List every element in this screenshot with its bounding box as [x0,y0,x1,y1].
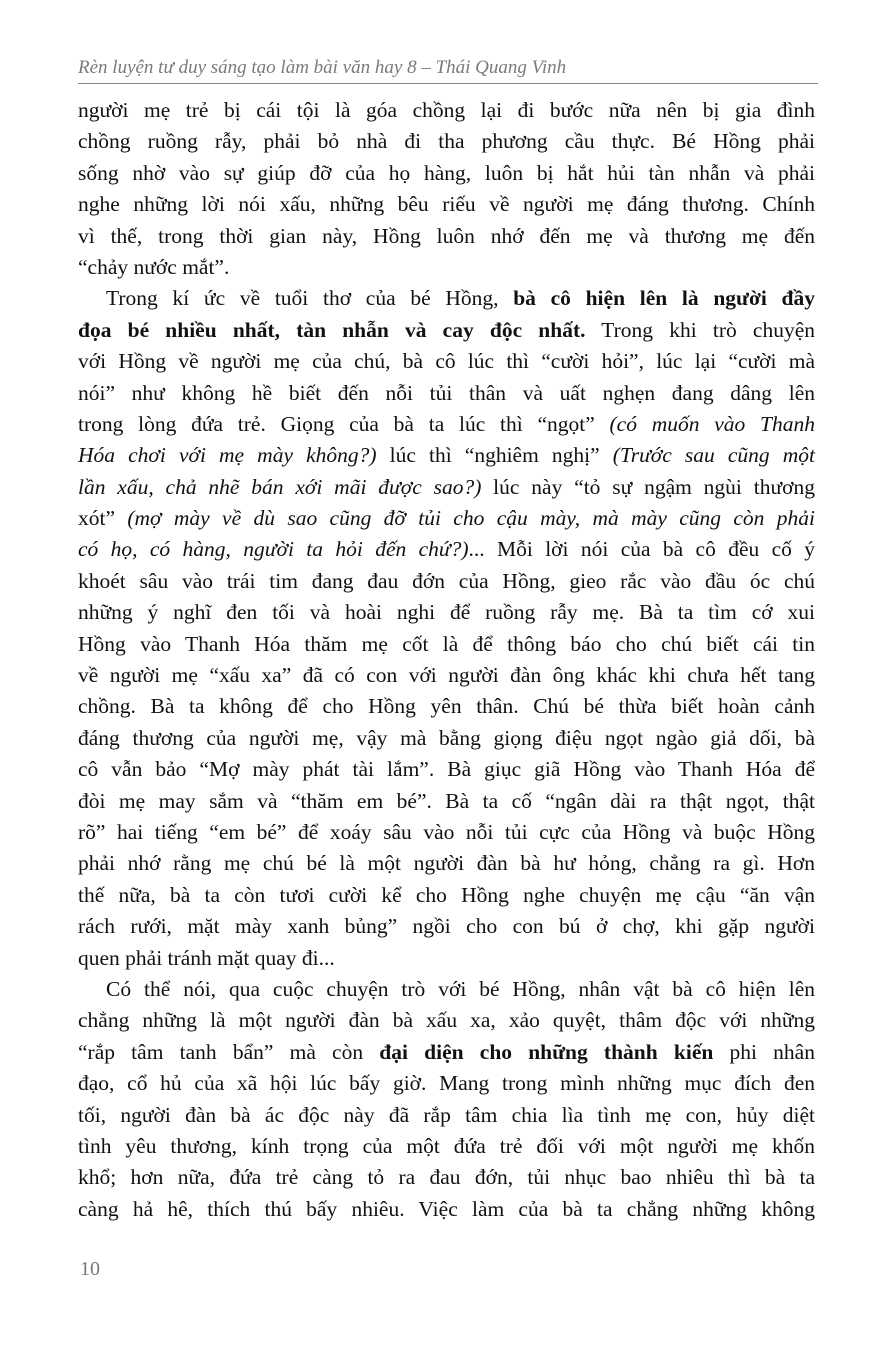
italic-quote: (có muốn vào Thanh [609,411,815,436]
text-run: lúc này “tỏ sự ngậm ngùi thương [481,474,815,499]
italic-quote: có họ, có hàng, người ta hỏi đến chứ?) [78,537,469,562]
text-line [78,1162,815,1193]
text-run: đòi mẹ may sắm và “thăm em bé”. Bà ta cố “ngân dài ra thật ngọt, thật [78,788,815,813]
text-line [78,252,815,283]
text-run: ... Mỗi lời nói của bà cô đều cố ý [468,537,815,562]
text-line [78,283,815,314]
text-line [78,1131,815,1162]
text-run: phi nhân [713,1039,815,1064]
text-line [78,95,815,126]
header-rule [78,83,818,84]
text-run: phải nhớ rằng mẹ chú bé là một người đàn bà hư hỏng, chẳng ra gì. Hơn [78,851,815,876]
paragraph [78,95,815,283]
text-line [78,346,815,377]
text-run: tối, người đàn bà ác độc này đã rắp tâm chia lìa tình mẹ con, hủy diệt [78,1102,815,1127]
italic-quote: Hóa chơi với mẹ mày không?) [78,443,377,468]
bold-text: đọa bé nhiều nhất, tàn nhẫn và cay độc nhất. [78,317,586,342]
text-line [78,378,815,409]
text-line [78,691,815,722]
text-run: với Hồng về người mẹ của chú, bà cô lúc thì “cười hỏi”, lúc lại “cười mà [78,349,815,374]
text-line [78,1068,815,1099]
text-line [78,911,815,942]
text-run: chồng ruồng rẫy, phải bỏ nhà đi tha phương cầu thực. Bé Hồng phải [78,129,815,154]
text-line [78,786,815,817]
paragraph [78,283,815,974]
text-run: nói” như không hề biết đến nỗi tủi thân và uất nghẹn đang dâng lên [78,380,815,405]
text-line [78,158,815,189]
text-run: rõ” hai tiếng “em bé” để xoáy sâu vào nỗi tủi cực của Hồng và buộc Hồng [78,819,815,844]
italic-quote: (Trước sau cũng một [612,443,816,468]
text-run: thế nữa, bà ta còn tươi cười kể cho Hồng nghe chuyện mẹ cậu “ăn vận [78,882,815,907]
text-line [78,597,815,628]
text-line [78,1100,815,1131]
text-run: vì thế, trong thời gian này, Hồng luôn nhớ đến mẹ và thương mẹ đến [78,223,815,248]
text-line [78,472,815,503]
text-run: Hồng vào Thanh Hóa thăm mẹ cốt là để thông báo cho chú biết cái tin [78,631,815,656]
text-run: chồng. Bà ta không để cho Hồng yên thân. Chú bé thừa biết hoàn cảnh [78,694,815,719]
text-run: những ý nghĩ đen tối và hoài nghi để ruồng rẫy mẹ. Bà ta tìm cớ xui [78,600,815,625]
text-run: tình yêu thương, kính trọng của một đứa trẻ đối với một người mẹ khốn [78,1133,815,1158]
text-line [78,315,815,346]
text-line [78,1037,815,1068]
text-run: nghe những lời nói xấu, những bêu riếu về người mẹ đáng thương. Chính [78,192,815,217]
text-line [78,126,815,157]
text-run: chẳng những là một người đàn bà xấu xa, xảo quyệt, thâm độc với những [78,1008,815,1033]
text-run: càng hả hê, thích thú bấy nhiêu. Việc làm của bà ta chẳng những không [78,1196,815,1221]
text-line [78,723,815,754]
text-run: lúc thì “nghiêm nghị” [376,443,613,468]
text-line [78,1005,815,1036]
text-line [78,566,815,597]
text-run: Có thể nói, qua cuộc chuyện trò với bé Hồng, nhân vật bà cô hiện lên [106,976,815,1001]
text-run: cô vẫn bảo “Mợ mày phát tài lắm”. Bà giục giã Hồng vào Thanh Hóa để [78,757,815,782]
paragraph [78,974,815,1225]
text-line [78,974,815,1005]
text-line [78,409,815,440]
text-line [78,189,815,220]
text-run: về người mẹ “xấu xa” đã có con với người đàn ông khác khi chưa hết tang [78,663,815,688]
text-line [78,817,815,848]
text-run: người mẹ trẻ bị cái tội là góa chồng lại đi bước nữa nên bị gia đình [78,98,815,122]
page-body [78,95,815,1225]
running-header: Rèn luyện tư duy sáng tạo làm bài văn hay 8 – Thái Quang Vinh [78,57,567,78]
text-line [78,440,815,471]
text-line [78,880,815,911]
text-line [78,629,815,660]
text-run: xót” [78,506,128,531]
text-line [78,221,815,252]
text-run: khoét sâu vào trái tim đang đau đớn của Hồng, gieo rắc vào đầu óc chú [78,568,815,593]
bold-text: đại diện cho những thành kiến [379,1039,714,1064]
bold-text: bà cô hiện lên là người đầy [513,286,815,311]
text-line [78,754,815,785]
text-run: “chảy nước mắt”. [78,254,230,279]
text-line [78,848,815,879]
page-number: 10 [80,1258,100,1280]
text-run: Trong kí ức về tuổi thơ của bé Hồng, [106,286,514,311]
text-line [78,660,815,691]
text-run: sống nhờ vào sự giúp đỡ của họ hàng, luôn bị hắt hủi tàn nhẫn và phải [78,160,815,185]
text-run: khổ; hơn nữa, đứa trẻ càng tỏ ra đau đớn, tủi nhục bao nhiêu thì bà ta [78,1165,815,1190]
text-run: đạo, cổ hủ của xã hội lúc bấy giờ. Mang trong mình những mục đích đen [78,1071,815,1096]
text-run: “rắp tâm tanh bẩn” mà còn [78,1039,380,1064]
italic-quote: (mợ mày về dù sao cũng đỡ tủi cho cậu mày, mà mày cũng còn phải [127,506,815,531]
text-line [78,943,815,974]
text-run: quen phải tránh mặt quay đi... [78,945,335,970]
text-run: rách rưới, mặt mày xanh bủng” ngồi cho con bú ở chợ, khi gặp người [78,914,815,939]
text-run: đáng thương của người mẹ, vậy mà bằng giọng điệu ngọt ngào giả dối, bà [78,725,815,750]
text-line [78,534,815,565]
text-run: trong lòng đứa trẻ. Giọng của bà ta lúc thì “ngọt” [78,411,610,436]
text-line [78,1194,815,1225]
text-run: Trong khi trò chuyện [585,317,815,342]
italic-quote: lần xấu, chả nhẽ bán xới mãi được sao?) [78,474,482,499]
text-line [78,503,815,534]
